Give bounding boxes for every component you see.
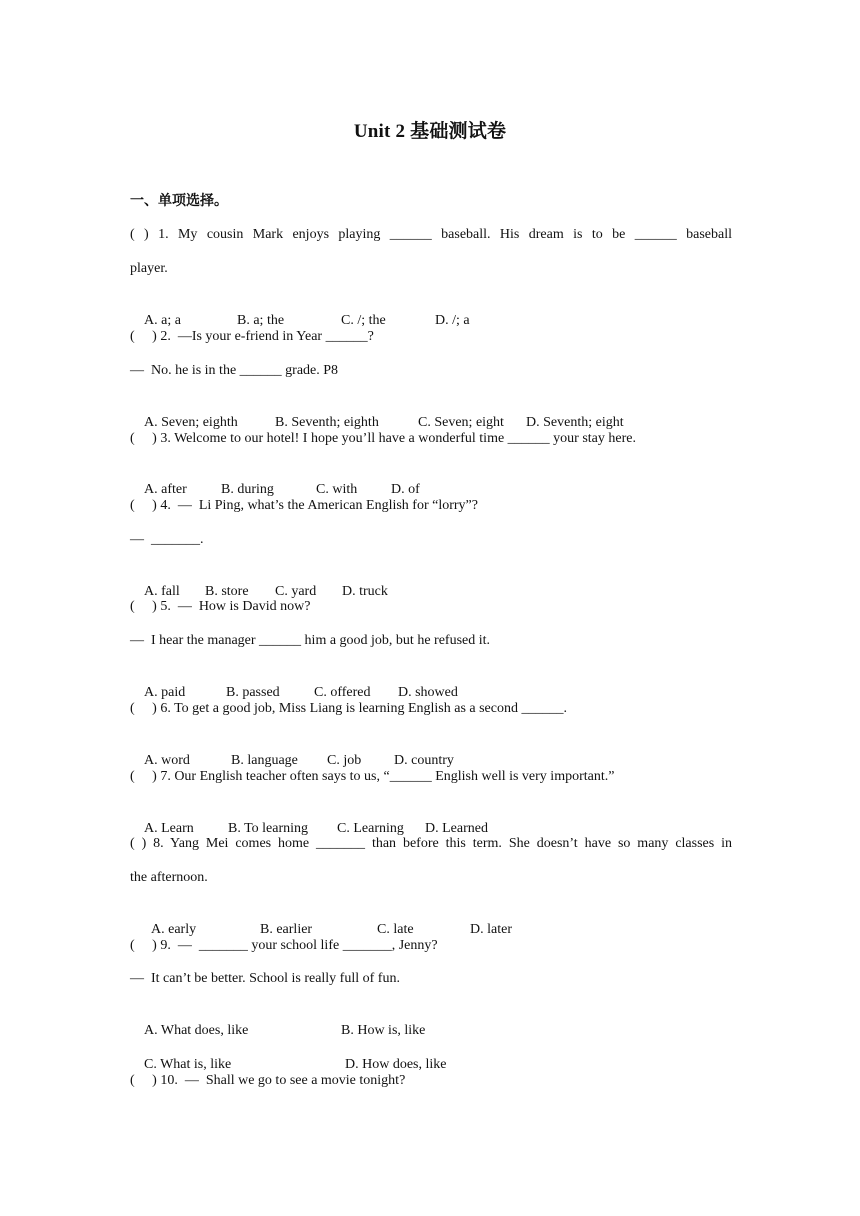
question-9-answer-line: — It can’t be better. School is really full of fun. xyxy=(130,971,400,986)
option-c: C. with xyxy=(316,482,358,497)
section-heading: 一、单项选择。 xyxy=(130,193,228,209)
option-d: D. How does, like xyxy=(345,1057,447,1072)
option-a: A. fall xyxy=(144,584,180,599)
option-d: D. later xyxy=(470,922,512,937)
option-c: C. What is, like xyxy=(144,1057,232,1072)
option-c: C. job xyxy=(327,753,362,768)
option-d: D. country xyxy=(394,753,454,768)
option-a: A. Seven; eighth xyxy=(144,415,238,430)
question-2-answer-line: — No. he is in the ______ grade. P8 xyxy=(130,363,339,378)
option-b: B. store xyxy=(205,584,249,599)
question-2-stem: ( ) 2. —Is your e-friend in Year ______? xyxy=(130,329,374,344)
option-d: D. showed xyxy=(398,685,458,700)
question-10-stem: ( ) 10. — Shall we go to see a movie tonight? xyxy=(130,1073,406,1088)
question-6-stem: ( ) 6. To get a good job, Miss Liang is learning English as a second ______. xyxy=(130,701,567,716)
question-4-stem: ( ) 4. — Li Ping, what’s the American English for “lorry”? xyxy=(130,498,478,513)
option-c: C. Learning xyxy=(337,821,404,836)
question-7-stem: ( ) 7. Our English teacher often says to us, “______ English well is very important.” xyxy=(130,769,615,784)
option-d: D. truck xyxy=(342,584,388,599)
option-a: A. What does, like xyxy=(144,1023,249,1038)
question-8-stem: ( ) 8. Yang Mei comes home _______ than before this term. She doesn’t have so many classes in xyxy=(130,836,732,851)
option-d: D. Seventh; eight xyxy=(526,415,624,430)
option-a: A. Learn xyxy=(144,821,194,836)
option-a: A. paid xyxy=(144,685,186,700)
page-title: Unit 2 基础测试卷 xyxy=(353,121,507,142)
option-c: C. offered xyxy=(314,685,371,700)
option-b: B. Seventh; eighth xyxy=(275,415,379,430)
question-5-answer-line: — I hear the manager ______ him a good job, but he refused it. xyxy=(130,633,491,648)
question-8-stem-cont: the afternoon. xyxy=(130,870,208,885)
option-d: D. of xyxy=(391,482,420,497)
option-b: B. To learning xyxy=(228,821,309,836)
option-d: D. /; a xyxy=(435,313,470,328)
option-d: D. Learned xyxy=(425,821,488,836)
option-b: B. How is, like xyxy=(341,1023,426,1038)
question-5-stem: ( ) 5. — How is David now? xyxy=(130,599,311,614)
option-a: A. after xyxy=(144,482,187,497)
option-a: A. word xyxy=(144,753,190,768)
question-1-stem: ( ) 1. My cousin Mark enjoys playing ______ baseball. His dream is to be ______ baseball xyxy=(130,227,732,242)
question-9-stem: ( ) 9. — _______ your school life _______, Jenny? xyxy=(130,938,438,953)
option-b: B. language xyxy=(231,753,298,768)
question-3-stem: ( ) 3. Welcome to our hotel! I hope you’ll have a wonderful time ______ your stay here. xyxy=(130,431,636,446)
option-c: C. late xyxy=(377,922,414,937)
option-a: A. early xyxy=(151,922,197,937)
option-b: B. passed xyxy=(226,685,280,700)
option-b: B. earlier xyxy=(260,922,313,937)
option-a: A. a; a xyxy=(144,313,181,328)
option-c: C. Seven; eight xyxy=(418,415,504,430)
option-c: C. yard xyxy=(275,584,317,599)
question-4-answer-line: — _______. xyxy=(130,532,204,547)
option-b: B. during xyxy=(221,482,274,497)
option-b: B. a; the xyxy=(237,313,285,328)
question-1-stem-cont: player. xyxy=(130,261,168,276)
option-c: C. /; the xyxy=(341,313,386,328)
